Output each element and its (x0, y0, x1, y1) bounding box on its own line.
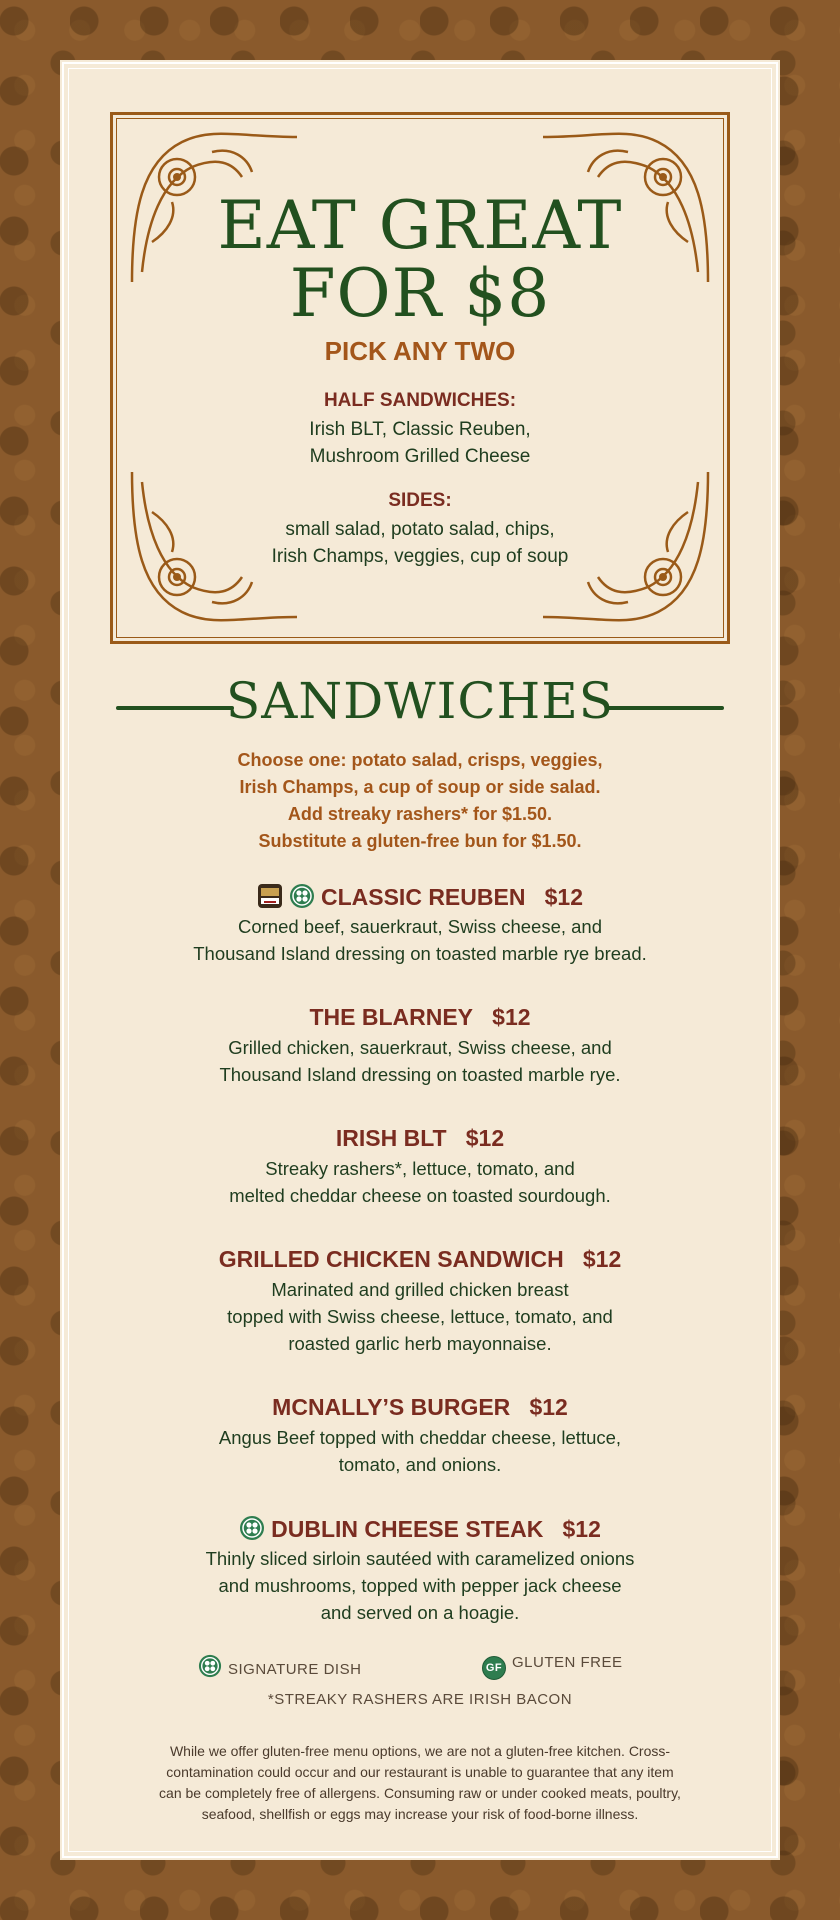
item-price: $12 (529, 1394, 568, 1420)
item-name: THE BLARNEY (309, 1004, 473, 1030)
legend-gluten-free (482, 1654, 623, 1680)
item-description: tomato, and onions. (338, 1454, 502, 1475)
disclaimer-line3: can be completely free of allergens. Consuming raw or under cooked meats, poultry, (159, 1785, 681, 1801)
sides-line1: small salad, potato salad, chips, (285, 519, 555, 540)
item-name: CLASSIC REUBEN (320, 884, 526, 910)
sandwiches-intro-line1: Choose one: potato salad, crisps, veggies, (237, 750, 603, 770)
sandwiches-intro-line2: Irish Champs, a cup of soup or side salad. (239, 777, 601, 797)
sandwiches-intro-line4: Substitute a gluten-free bun for $1.50. (258, 831, 582, 851)
item-name: IRISH BLT (335, 1125, 447, 1151)
item-description: Thousand Island dressing on toasted marble rye. (219, 1064, 621, 1085)
disclaimer-line1: While we offer gluten-free menu options, we are not a gluten-free kitchen. Cross- (169, 1743, 671, 1759)
item-name: MCNALLY’S BURGER (272, 1394, 511, 1420)
legend-gluten-free-label: GLUTEN FREE (512, 1654, 623, 1671)
menu-item-title (0, 1004, 840, 1031)
item-description: Thinly sliced sirloin sautéed with caramelized onions (205, 1548, 635, 1569)
item-description: topped with Swiss cheese, lettuce, tomato, and (227, 1306, 613, 1327)
special-subtitle: PICK ANY TWO (324, 336, 516, 366)
menu-item-title (0, 1394, 840, 1421)
signature-dish-icon (198, 1654, 222, 1678)
item-description: Thousand Island dressing on toasted marble rye bread. (193, 943, 647, 964)
certified-angus-badge-icon (257, 883, 283, 909)
item-price: $12 (492, 1004, 531, 1030)
item-description: melted cheddar cheese on toasted sourdough. (229, 1185, 611, 1206)
sides-line2: Irish Champs, veggies, cup of soup (271, 546, 569, 567)
half-sandwiches-line1: Irish BLT, Classic Reuben, (309, 419, 531, 440)
sides-heading: SIDES: (388, 490, 452, 511)
item-description: and served on a hoagie. (320, 1602, 520, 1623)
item-description: Grilled chicken, sauerkraut, Swiss cheese, and (228, 1037, 612, 1058)
gluten-free-icon: GF (482, 1656, 506, 1680)
item-description: and mushrooms, topped with pepper jack cheese (218, 1575, 622, 1596)
menu-item-title (0, 1246, 840, 1273)
menu-item-title (0, 883, 840, 911)
sandwiches-intro-line3: Add streaky rashers* for $1.50. (287, 804, 553, 824)
disclaimer-line2: contamination could occur and our restaurant is unable to guarantee that any item (166, 1764, 674, 1780)
item-description: Streaky rashers*, lettuce, tomato, and (265, 1158, 575, 1179)
legend-signature (198, 1654, 361, 1678)
item-price: $12 (544, 884, 583, 910)
legend-signature-label: SIGNATURE DISH (228, 1661, 362, 1678)
item-price: $12 (465, 1125, 505, 1151)
signature-dish-icon (239, 1515, 265, 1541)
item-description: Marinated and grilled chicken breast (271, 1279, 569, 1300)
rashers-note: *STREAKY RASHERS ARE IRISH BACON (267, 1691, 573, 1708)
item-description: Corned beef, sauerkraut, Swiss cheese, and (237, 916, 603, 937)
item-description: Angus Beef topped with cheddar cheese, lettuce, (218, 1427, 622, 1448)
menu-item-title (0, 1125, 840, 1152)
item-name: GRILLED CHICKEN SANDWICH (218, 1246, 564, 1272)
disclaimer-line4: seafood, shellfish or eggs may increase your risk of food-borne illness. (201, 1806, 639, 1822)
special-title-line2: FOR $8 (289, 255, 551, 332)
half-sandwiches-heading: HALF SANDWICHES: (323, 390, 517, 411)
half-sandwiches-line2: Mushroom Grilled Cheese (309, 446, 531, 467)
signature-dish-icon (289, 883, 315, 909)
sandwiches-title: SANDWICHES (226, 672, 614, 730)
item-name: DUBLIN CHEESE STEAK (271, 1516, 544, 1542)
item-description: roasted garlic herb mayonnaise. (288, 1333, 552, 1354)
special-title-line1: EAT GREAT (217, 187, 623, 264)
item-price: $12 (582, 1246, 622, 1272)
item-price: $12 (562, 1516, 601, 1542)
menu-item-title (0, 1515, 840, 1543)
